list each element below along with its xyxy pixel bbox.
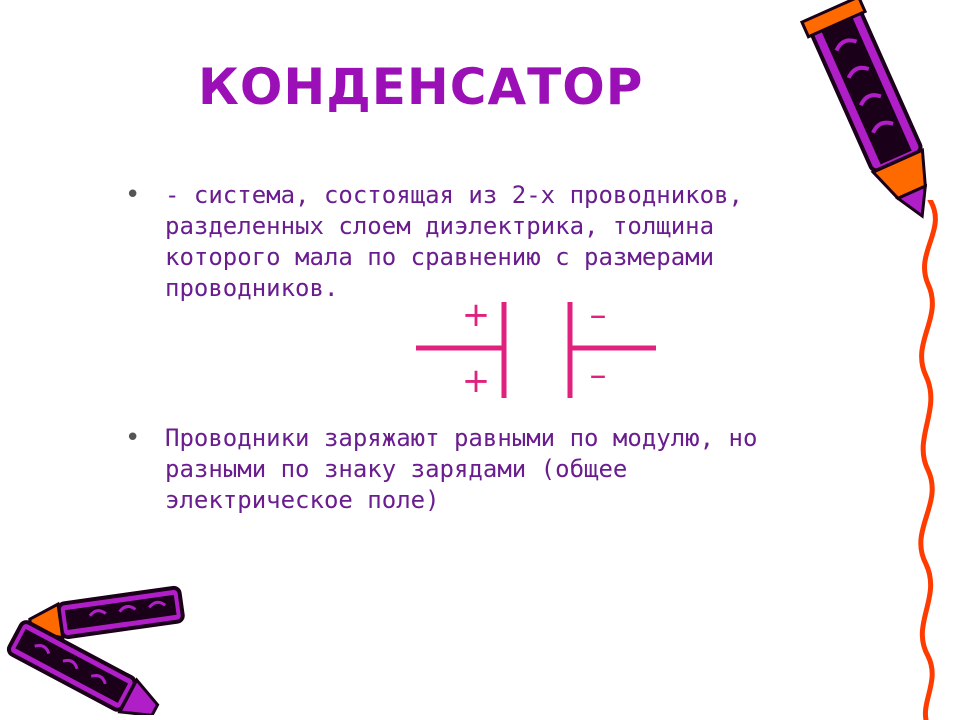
capacitor-diagram	[410, 298, 660, 402]
bullet-definition	[125, 180, 905, 304]
squiggle-border-decoration	[900, 200, 960, 720]
bullet-text: Проводники заряжают равными по модулю, но разными по знаку зарядами (общее электрическое поле)	[165, 424, 758, 514]
bullet-charging	[125, 423, 905, 516]
minus-sign-bottom: –	[589, 355, 607, 395]
minus-sign-top: –	[589, 298, 607, 335]
bullet-dot: •	[125, 423, 141, 453]
plus-sign-bottom: +	[461, 361, 491, 401]
plus-sign-top: +	[461, 298, 491, 335]
crayons-icon	[0, 575, 200, 715]
crayon-icon	[800, 0, 950, 230]
slide-title: КОНДЕНСАТОР	[198, 58, 644, 116]
bullet-text: - система, состоящая из 2-х проводников, разделенных слоем диэлектрика, толщина которого мала по сравнению с размерами проводников.	[165, 181, 743, 302]
bullet-dot: •	[125, 180, 141, 210]
